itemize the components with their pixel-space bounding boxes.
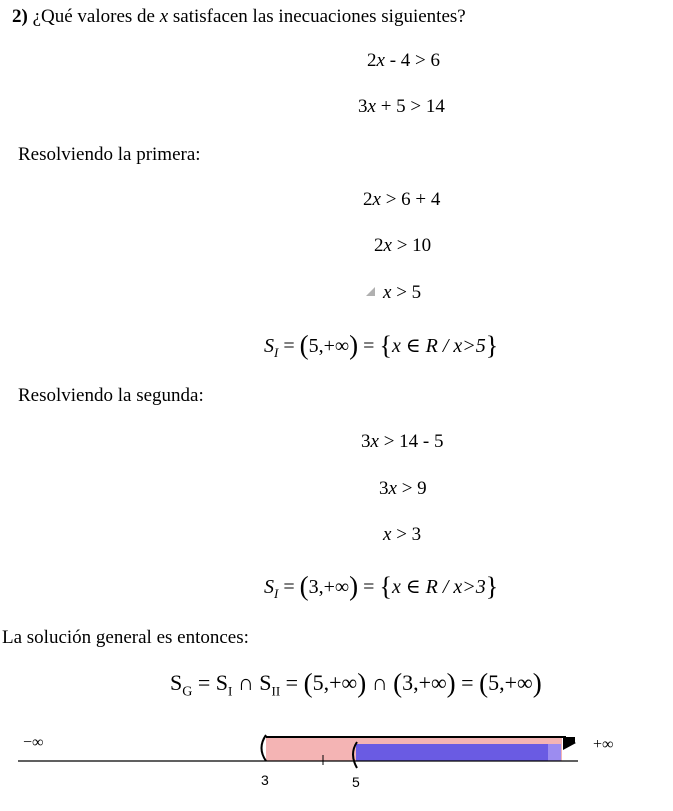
second-step-1-var: x	[370, 431, 379, 452]
general-sub-II: II	[271, 683, 281, 699]
second-solution	[264, 569, 498, 603]
general-eq2: =	[280, 670, 304, 695]
question-number: 2)	[12, 6, 28, 27]
ineq2-coef: 3	[358, 96, 368, 117]
second-step-3-var: x	[383, 524, 392, 545]
first-solution-interval: 5,+∞	[308, 335, 350, 357]
question	[12, 6, 466, 28]
second-solution-builder-var: x	[391, 576, 401, 598]
general-sub-I: I	[228, 683, 233, 699]
second-solution-builder-rest: / x>3	[437, 576, 486, 598]
first-solution-builder-in: ∈	[400, 335, 426, 357]
first-heading: Resolviendo la primera:	[18, 144, 201, 165]
second-step-1-coef: 3	[361, 431, 371, 452]
first-step-3	[383, 282, 421, 304]
second-solution-eq2: =	[358, 576, 380, 598]
question-suffix: satisfacen las inecuaciones siguientes?	[168, 6, 466, 27]
first-step-1-coef: 2	[363, 189, 373, 210]
second-solution-open: (	[299, 571, 309, 601]
general-S: S	[170, 670, 183, 695]
second-solution-close: )	[349, 571, 359, 601]
first-solution-builder-var: x	[391, 335, 401, 357]
ineq1-var: x	[376, 50, 385, 71]
number-line-graphic	[0, 700, 673, 806]
second-solution-interval: 3,+∞	[308, 576, 350, 598]
first-solution	[264, 328, 498, 362]
tick-label-3: 3	[261, 772, 269, 788]
minus-infinity-label: −∞	[23, 734, 44, 751]
first-solution-builder-R: R	[425, 335, 438, 357]
second-step-1-rhs: > 14 - 5	[378, 431, 444, 452]
second-step-2-rhs: > 9	[396, 478, 427, 499]
first-step-1-var: x	[372, 189, 381, 210]
general-solution: $S_G = S_I$ ∩ $S_{II} = (5,+\infty)$ ∩ (3,+∞) = (5,+∞)	[170, 668, 542, 700]
ineq2-rhs: + 5 > 14	[375, 96, 445, 117]
inequality-2	[358, 96, 445, 118]
second-solution-eq: =	[278, 576, 300, 598]
first-solution-sub: I	[274, 345, 279, 360]
first-step-1	[363, 189, 440, 211]
interval-from-5	[356, 744, 556, 761]
first-solution-brace-close: }	[485, 331, 499, 360]
second-step-3	[383, 524, 421, 546]
second-solution-builder-in: ∈	[400, 576, 426, 598]
second-solution-brace-close: }	[485, 572, 499, 601]
first-step-2-var: x	[383, 235, 392, 256]
number-line	[0, 700, 673, 806]
first-solution-set: S	[264, 335, 274, 357]
general-heading: La solución general es entonces:	[2, 627, 249, 648]
first-step-2-coef: 2	[374, 235, 384, 256]
question-prefix: ¿Qué valores de	[32, 6, 160, 27]
general-eq1: = S	[192, 670, 229, 695]
plus-infinity-label: +∞	[593, 736, 614, 753]
second-step-3-rhs: > 3	[391, 524, 422, 545]
first-solution-builder-rest: / x>5	[437, 335, 486, 357]
tick-label-5: 5	[352, 774, 360, 790]
interval-from-5-edge	[548, 744, 561, 761]
general-eq3: =	[455, 670, 480, 695]
first-step-1-rhs: > 6 + 4	[380, 189, 441, 210]
first-step-2	[374, 235, 431, 257]
second-solution-set: S	[264, 576, 274, 598]
general-cap1: ∩ S	[232, 670, 272, 695]
first-solution-open: (	[299, 330, 309, 360]
general-int3: 5,+∞	[488, 670, 533, 695]
first-step-2-rhs: > 10	[391, 235, 432, 256]
general-cap2: ∩	[366, 670, 394, 695]
general-int1: 5,+∞	[312, 670, 358, 695]
first-solution-close: )	[349, 330, 359, 360]
second-heading: Resolviendo la segunda:	[18, 385, 204, 406]
first-solution-eq2: =	[358, 335, 380, 357]
first-step-3-var: x	[383, 282, 392, 303]
ineq2-var: x	[367, 96, 376, 117]
inequality-1	[367, 50, 440, 72]
ineq1-coef: 2	[367, 50, 377, 71]
second-solution-sub: I	[274, 586, 279, 601]
question-variable: x	[159, 6, 169, 27]
second-step-1	[361, 431, 443, 453]
corner-marker-icon	[366, 287, 375, 296]
first-step-3-rhs: > 5	[391, 282, 422, 303]
second-solution-brace-open: {	[379, 572, 392, 601]
second-solution-builder-R: R	[425, 576, 438, 598]
first-solution-brace-open: {	[379, 331, 392, 360]
first-solution-eq: =	[278, 335, 300, 357]
second-step-2-var: x	[388, 478, 397, 499]
general-int2: 3,+∞	[402, 670, 447, 695]
second-step-2	[379, 478, 427, 500]
general-sub-G: G	[182, 684, 193, 700]
second-step-2-coef: 3	[379, 478, 389, 499]
open-bracket-3	[262, 735, 267, 761]
ineq1-rhs: - 4 > 6	[384, 50, 440, 71]
